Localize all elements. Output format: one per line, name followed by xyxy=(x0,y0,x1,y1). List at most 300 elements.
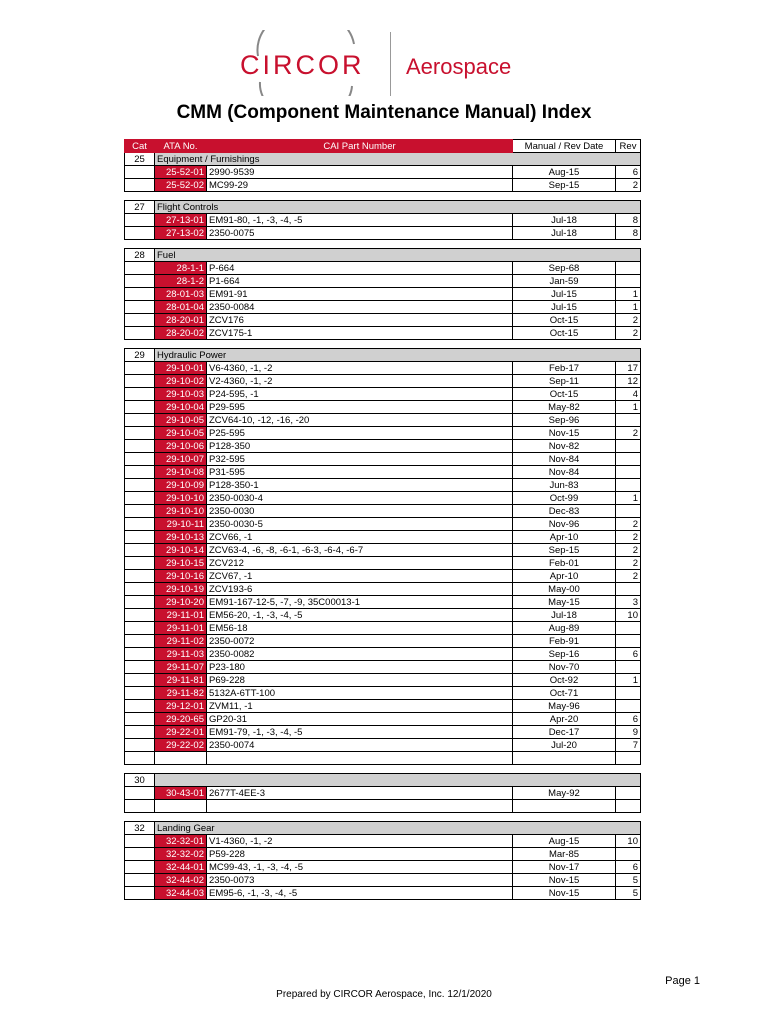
table-row xyxy=(125,887,641,900)
rev-number: 3 xyxy=(616,596,641,609)
row-cat-cell xyxy=(125,635,155,648)
rev-number: 2 xyxy=(616,327,641,340)
row-cat-cell xyxy=(125,800,155,813)
rev-date: Jul-18 xyxy=(513,214,616,227)
rev-date: Nov-15 xyxy=(513,874,616,887)
table-row xyxy=(125,848,641,861)
row-cat-cell xyxy=(125,179,155,192)
rev-number xyxy=(616,479,641,492)
ata-number: 29-10-04 xyxy=(155,401,207,414)
ata-number: 29-11-03 xyxy=(155,648,207,661)
rev-date: Jul-20 xyxy=(513,739,616,752)
row-cat-cell xyxy=(125,314,155,327)
rev-number xyxy=(616,687,641,700)
rev-date: Nov-15 xyxy=(513,887,616,900)
rev-date: Jul-15 xyxy=(513,301,616,314)
row-cat-cell xyxy=(125,726,155,739)
cmm-index-table xyxy=(124,139,641,900)
part-number: 2350-0030-5 xyxy=(207,518,513,531)
rev-date: Feb-91 xyxy=(513,635,616,648)
row-cat-cell xyxy=(125,835,155,848)
spacer-cell xyxy=(125,813,641,822)
section-name: Flight Controls xyxy=(155,201,641,214)
table-row xyxy=(125,375,641,388)
table-row xyxy=(125,739,641,752)
rev-date: Nov-84 xyxy=(513,466,616,479)
ata-number: 25-52-02 xyxy=(155,179,207,192)
ata-number: 29-10-13 xyxy=(155,531,207,544)
row-cat-cell xyxy=(125,288,155,301)
part-number: 2350-0084 xyxy=(207,301,513,314)
section-cat: 32 xyxy=(125,822,155,835)
ata-number: 27-13-02 xyxy=(155,227,207,240)
row-cat-cell xyxy=(125,700,155,713)
rev-number: 4 xyxy=(616,388,641,401)
table-header-row xyxy=(125,140,641,153)
part-number: ZCV64-10, -12, -16, -20 xyxy=(207,414,513,427)
table-row xyxy=(125,262,641,275)
part-number: P128-350 xyxy=(207,440,513,453)
rev-date: Sep-96 xyxy=(513,414,616,427)
row-cat-cell xyxy=(125,505,155,518)
col-header-date: Manual / Rev Date xyxy=(513,140,616,153)
table-row xyxy=(125,835,641,848)
table-row xyxy=(125,583,641,596)
rev-date: Sep-15 xyxy=(513,179,616,192)
rev-date: Jun-83 xyxy=(513,479,616,492)
ata-number: 32-32-01 xyxy=(155,835,207,848)
part-number: MC99-29 xyxy=(207,179,513,192)
rev-number xyxy=(616,414,641,427)
row-cat-cell xyxy=(125,479,155,492)
part-number: 2350-0075 xyxy=(207,227,513,240)
row-cat-cell xyxy=(125,466,155,479)
part-number: MC99-43, -1, -3, -4, -5 xyxy=(207,861,513,874)
part-number: EM91-91 xyxy=(207,288,513,301)
ata-number: 32-44-03 xyxy=(155,887,207,900)
part-number: P23-180 xyxy=(207,661,513,674)
rev-date: Nov-84 xyxy=(513,453,616,466)
table-row xyxy=(125,362,641,375)
row-cat-cell xyxy=(125,609,155,622)
part-number: ZCV193-6 xyxy=(207,583,513,596)
section-name xyxy=(155,774,641,787)
row-cat-cell xyxy=(125,262,155,275)
ata-number: 28-1-1 xyxy=(155,262,207,275)
rev-date: Aug-89 xyxy=(513,622,616,635)
table-row xyxy=(125,440,641,453)
rev-date: Nov-70 xyxy=(513,661,616,674)
rev-date: Feb-01 xyxy=(513,557,616,570)
part-number: 2350-0030-4 xyxy=(207,492,513,505)
ata-number: 29-10-02 xyxy=(155,375,207,388)
table-row xyxy=(125,505,641,518)
part-number: 2990-9539 xyxy=(207,166,513,179)
row-cat-cell xyxy=(125,301,155,314)
table-row xyxy=(125,492,641,505)
rev-date: Apr-20 xyxy=(513,713,616,726)
section-spacer xyxy=(125,192,641,201)
row-cat-cell xyxy=(125,752,155,765)
part-number: 2350-0082 xyxy=(207,648,513,661)
part-number xyxy=(207,752,513,765)
rev-date xyxy=(513,752,616,765)
spacer-cell xyxy=(125,192,641,201)
part-number: P-664 xyxy=(207,262,513,275)
rev-date: Oct-92 xyxy=(513,674,616,687)
part-number: EM56-20, -1, -3, -4, -5 xyxy=(207,609,513,622)
rev-number xyxy=(616,505,641,518)
rev-number: 6 xyxy=(616,166,641,179)
table-row xyxy=(125,700,641,713)
part-number: GP20-31 xyxy=(207,713,513,726)
ata-number: 28-20-01 xyxy=(155,314,207,327)
row-cat-cell xyxy=(125,414,155,427)
rev-number: 6 xyxy=(616,648,641,661)
rev-date: May-92 xyxy=(513,787,616,800)
section-spacer xyxy=(125,765,641,774)
ata-number: 29-22-02 xyxy=(155,739,207,752)
rev-number xyxy=(616,661,641,674)
rev-number xyxy=(616,583,641,596)
rev-number: 2 xyxy=(616,531,641,544)
table-row xyxy=(125,453,641,466)
ata-number: 29-12-01 xyxy=(155,700,207,713)
rev-date: Sep-11 xyxy=(513,375,616,388)
rev-date: Jul-18 xyxy=(513,609,616,622)
col-header-cat: Cat xyxy=(125,140,155,153)
table-row xyxy=(125,479,641,492)
ata-number: 29-10-20 xyxy=(155,596,207,609)
row-cat-cell xyxy=(125,453,155,466)
ata-number: 28-20-02 xyxy=(155,327,207,340)
footer-text: Prepared by CIRCOR Aerospace, Inc. 12/1/2020 xyxy=(276,989,492,1000)
table-row xyxy=(125,557,641,570)
ata-number: 29-11-02 xyxy=(155,635,207,648)
part-number: ZCV66, -1 xyxy=(207,531,513,544)
ata-number: 29-11-01 xyxy=(155,622,207,635)
spacer-cell xyxy=(125,765,641,774)
row-cat-cell xyxy=(125,227,155,240)
part-number: 2350-0074 xyxy=(207,739,513,752)
ata-number xyxy=(155,800,207,813)
ata-number: 29-10-15 xyxy=(155,557,207,570)
rev-date: Oct-71 xyxy=(513,687,616,700)
rev-date: Apr-10 xyxy=(513,570,616,583)
rev-number xyxy=(616,848,641,861)
section-cat: 27 xyxy=(125,201,155,214)
ata-number: 30-43-01 xyxy=(155,787,207,800)
table-row xyxy=(125,531,641,544)
rev-date: May-96 xyxy=(513,700,616,713)
rev-number xyxy=(616,635,641,648)
ata-number: 29-20-65 xyxy=(155,713,207,726)
table-row xyxy=(125,648,641,661)
rev-number: 2 xyxy=(616,518,641,531)
row-cat-cell xyxy=(125,362,155,375)
row-cat-cell xyxy=(125,583,155,596)
rev-date: Nov-96 xyxy=(513,518,616,531)
logo-division-text: Aerospace xyxy=(406,54,512,79)
part-number: ZCV63-4, -6, -8, -6-1, -6-3, -6-4, -6-7 xyxy=(207,544,513,557)
row-cat-cell xyxy=(125,713,155,726)
part-number: EM91-167-12-5, -7, -9, 35C00013-1 xyxy=(207,596,513,609)
part-number: P32-595 xyxy=(207,453,513,466)
page-title: CMM (Component Maintenance Manual) Index xyxy=(176,102,592,123)
rev-number: 2 xyxy=(616,544,641,557)
part-number: EM95-6, -1, -3, -4, -5 xyxy=(207,887,513,900)
row-cat-cell xyxy=(125,388,155,401)
rev-date: Jul-18 xyxy=(513,227,616,240)
part-number: 5132A-6TT-100 xyxy=(207,687,513,700)
rev-date xyxy=(513,800,616,813)
row-cat-cell xyxy=(125,861,155,874)
rev-number: 5 xyxy=(616,874,641,887)
row-cat-cell xyxy=(125,687,155,700)
table-row xyxy=(125,687,641,700)
rev-number: 1 xyxy=(616,492,641,505)
section-header-row xyxy=(125,201,641,214)
rev-date: Apr-10 xyxy=(513,531,616,544)
rev-date: May-82 xyxy=(513,401,616,414)
col-header-rev: Rev xyxy=(616,140,641,153)
part-number: ZCV212 xyxy=(207,557,513,570)
ata-number: 29-10-19 xyxy=(155,583,207,596)
row-cat-cell xyxy=(125,787,155,800)
part-number: V2-4360, -1, -2 xyxy=(207,375,513,388)
logo-divider xyxy=(390,32,391,96)
section-spacer xyxy=(125,813,641,822)
section-header-row xyxy=(125,349,641,362)
row-cat-cell xyxy=(125,622,155,635)
rev-number: 5 xyxy=(616,887,641,900)
ata-number: 29-10-03 xyxy=(155,388,207,401)
part-number: ZCV175-1 xyxy=(207,327,513,340)
ata-number: 32-32-02 xyxy=(155,848,207,861)
part-number xyxy=(207,800,513,813)
table-row xyxy=(125,596,641,609)
section-header-row xyxy=(125,153,641,166)
ata-number: 29-10-08 xyxy=(155,466,207,479)
ata-number: 28-01-03 xyxy=(155,288,207,301)
table-row xyxy=(125,179,641,192)
part-number: P1-664 xyxy=(207,275,513,288)
table-row xyxy=(125,544,641,557)
rev-number: 1 xyxy=(616,288,641,301)
part-number: P59-228 xyxy=(207,848,513,861)
rev-date: Nov-17 xyxy=(513,861,616,874)
part-number: V1-4360, -1, -2 xyxy=(207,835,513,848)
rev-number xyxy=(616,440,641,453)
ata-number xyxy=(155,752,207,765)
section-cat: 30 xyxy=(125,774,155,787)
part-number: P69-228 xyxy=(207,674,513,687)
part-number: ZVM11, -1 xyxy=(207,700,513,713)
spacer-cell xyxy=(125,240,641,249)
rev-date: Nov-15 xyxy=(513,427,616,440)
row-cat-cell xyxy=(125,674,155,687)
row-cat-cell xyxy=(125,557,155,570)
table-row xyxy=(125,401,641,414)
ata-number: 29-10-16 xyxy=(155,570,207,583)
row-cat-cell xyxy=(125,275,155,288)
logo-brand-text: CIRCOR xyxy=(240,50,365,80)
table-row xyxy=(125,622,641,635)
row-cat-cell xyxy=(125,427,155,440)
table-row xyxy=(125,466,641,479)
table-row xyxy=(125,609,641,622)
ata-number: 32-44-02 xyxy=(155,874,207,887)
rev-date: Feb-17 xyxy=(513,362,616,375)
rev-number xyxy=(616,622,641,635)
rev-date: Sep-68 xyxy=(513,262,616,275)
section-name: Hydraulic Power xyxy=(155,349,641,362)
table-row xyxy=(125,635,641,648)
part-number: EM56-18 xyxy=(207,622,513,635)
ata-number: 27-13-01 xyxy=(155,214,207,227)
rev-number: 2 xyxy=(616,557,641,570)
rev-number xyxy=(616,453,641,466)
part-number: 2350-0030 xyxy=(207,505,513,518)
rev-date: Sep-16 xyxy=(513,648,616,661)
table-row xyxy=(125,427,641,440)
table-row xyxy=(125,861,641,874)
table-row xyxy=(125,674,641,687)
table-row xyxy=(125,327,641,340)
table-row xyxy=(125,874,641,887)
table-row xyxy=(125,713,641,726)
section-name: Equipment / Furnishings xyxy=(155,153,641,166)
rev-number xyxy=(616,700,641,713)
rev-number: 2 xyxy=(616,179,641,192)
company-logo xyxy=(236,30,536,96)
ata-number: 29-10-05 xyxy=(155,427,207,440)
ata-number: 29-11-81 xyxy=(155,674,207,687)
row-cat-cell xyxy=(125,375,155,388)
ata-number: 25-52-01 xyxy=(155,166,207,179)
ata-number: 29-10-06 xyxy=(155,440,207,453)
row-cat-cell xyxy=(125,492,155,505)
rev-date: Jul-15 xyxy=(513,288,616,301)
rev-number xyxy=(616,275,641,288)
rev-date: Dec-17 xyxy=(513,726,616,739)
ata-number: 29-10-07 xyxy=(155,453,207,466)
table-row xyxy=(125,661,641,674)
rev-number: 8 xyxy=(616,227,641,240)
section-name: Fuel xyxy=(155,249,641,262)
rev-number: 10 xyxy=(616,609,641,622)
section-header-row xyxy=(125,822,641,835)
rev-date: Dec-83 xyxy=(513,505,616,518)
table-row xyxy=(125,518,641,531)
rev-number: 1 xyxy=(616,674,641,687)
rev-date: May-15 xyxy=(513,596,616,609)
table-row xyxy=(125,275,641,288)
table-row xyxy=(125,787,641,800)
row-cat-cell xyxy=(125,327,155,340)
section-cat: 25 xyxy=(125,153,155,166)
section-cat: 29 xyxy=(125,349,155,362)
table-row xyxy=(125,388,641,401)
row-cat-cell xyxy=(125,531,155,544)
ata-number: 29-11-01 xyxy=(155,609,207,622)
table-row xyxy=(125,752,641,765)
rev-date: Oct-15 xyxy=(513,388,616,401)
rev-number: 8 xyxy=(616,214,641,227)
row-cat-cell xyxy=(125,596,155,609)
table-row xyxy=(125,227,641,240)
rev-date: Jan-59 xyxy=(513,275,616,288)
row-cat-cell xyxy=(125,544,155,557)
rev-number: 1 xyxy=(616,401,641,414)
table-row xyxy=(125,726,641,739)
row-cat-cell xyxy=(125,440,155,453)
part-number: P29-595 xyxy=(207,401,513,414)
part-number: EM91-79, -1, -3, -4, -5 xyxy=(207,726,513,739)
rev-number: 2 xyxy=(616,427,641,440)
part-number: P31-595 xyxy=(207,466,513,479)
part-number: P25-595 xyxy=(207,427,513,440)
rev-number: 1 xyxy=(616,301,641,314)
rev-date: Mar-85 xyxy=(513,848,616,861)
table-row xyxy=(125,800,641,813)
section-spacer xyxy=(125,240,641,249)
section-header-row xyxy=(125,249,641,262)
section-cat: 28 xyxy=(125,249,155,262)
ata-number: 32-44-01 xyxy=(155,861,207,874)
section-name: Landing Gear xyxy=(155,822,641,835)
rev-number: 12 xyxy=(616,375,641,388)
ata-number: 29-22-01 xyxy=(155,726,207,739)
part-number: P128-350-1 xyxy=(207,479,513,492)
part-number: EM91-80, -1, -3, -4, -5 xyxy=(207,214,513,227)
row-cat-cell xyxy=(125,661,155,674)
ata-number: 29-11-07 xyxy=(155,661,207,674)
table-row xyxy=(125,166,641,179)
row-cat-cell xyxy=(125,570,155,583)
ata-number: 28-1-2 xyxy=(155,275,207,288)
ata-number: 29-11-82 xyxy=(155,687,207,700)
table-row xyxy=(125,301,641,314)
ata-number: 29-10-10 xyxy=(155,492,207,505)
rev-number: 9 xyxy=(616,726,641,739)
row-cat-cell xyxy=(125,518,155,531)
spacer-cell xyxy=(125,340,641,349)
row-cat-cell xyxy=(125,739,155,752)
row-cat-cell xyxy=(125,848,155,861)
rev-date: Oct-15 xyxy=(513,314,616,327)
ata-number: 29-10-09 xyxy=(155,479,207,492)
section-header-row xyxy=(125,774,641,787)
rev-number: 6 xyxy=(616,713,641,726)
table-row xyxy=(125,214,641,227)
page-number: Page 1 xyxy=(665,975,700,987)
table-row xyxy=(125,414,641,427)
col-header-part: CAI Part Number xyxy=(207,140,513,153)
rev-date: Oct-99 xyxy=(513,492,616,505)
rev-date: Aug-15 xyxy=(513,166,616,179)
col-header-ata: ATA No. xyxy=(155,140,207,153)
rev-number xyxy=(616,787,641,800)
part-number: 2350-0072 xyxy=(207,635,513,648)
table-row xyxy=(125,314,641,327)
row-cat-cell xyxy=(125,648,155,661)
rev-number xyxy=(616,752,641,765)
row-cat-cell xyxy=(125,887,155,900)
part-number: 2350-0073 xyxy=(207,874,513,887)
ata-number: 29-10-01 xyxy=(155,362,207,375)
rev-number xyxy=(616,800,641,813)
